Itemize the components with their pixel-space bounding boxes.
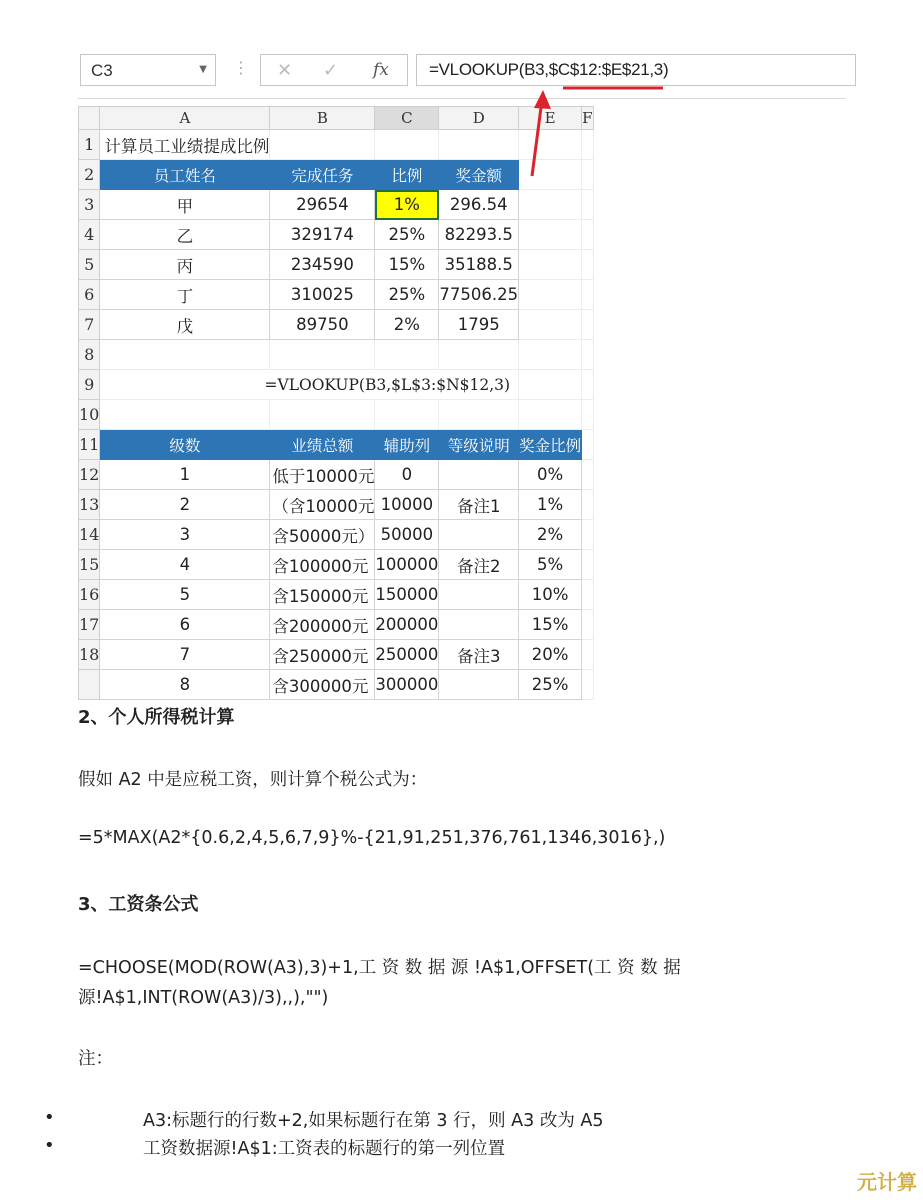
- table-cell[interactable]: 4: [100, 550, 270, 580]
- table-cell[interactable]: 乙: [100, 220, 270, 250]
- table-cell[interactable]: 234590: [270, 250, 375, 280]
- table-cell[interactable]: 310025: [270, 280, 375, 310]
- table-cell[interactable]: 2%: [375, 310, 439, 340]
- table-cell[interactable]: 296.54: [439, 190, 519, 220]
- table-cell-partial[interactable]: 300000: [375, 670, 439, 700]
- sheet-row: [79, 220, 594, 250]
- sheet-row: [79, 490, 594, 520]
- table-header-cell[interactable]: 完成任务: [270, 160, 375, 190]
- note-label: 注：: [78, 1049, 113, 1069]
- table-cell[interactable]: 0: [375, 460, 439, 490]
- cell[interactable]: [582, 370, 593, 400]
- row-header[interactable]: 14: [79, 520, 100, 550]
- row-header[interactable]: 4: [79, 220, 100, 250]
- table-cell[interactable]: 丙: [100, 250, 270, 280]
- sheet-row: [79, 190, 594, 220]
- sheet-row: [79, 400, 594, 430]
- cancel-icon[interactable]: ✕: [277, 60, 293, 81]
- sheet-row: [79, 520, 594, 550]
- cell[interactable]: [582, 520, 593, 550]
- column-header-c[interactable]: C: [375, 107, 439, 130]
- sheet-row: [79, 280, 594, 310]
- bullet-icon: •: [44, 1107, 55, 1128]
- table-cell[interactable]: 15%: [519, 610, 582, 640]
- table-cell[interactable]: 低于10000元: [270, 460, 375, 490]
- table-cell[interactable]: 150000: [375, 580, 439, 610]
- row-header[interactable]: 2: [79, 160, 100, 190]
- table-header-cell[interactable]: 奖金比例: [519, 430, 582, 460]
- sheet-row: [79, 670, 594, 700]
- row-header[interactable]: 3: [79, 190, 100, 220]
- row-header[interactable]: 13: [79, 490, 100, 520]
- table-cell[interactable]: 备注3: [439, 640, 519, 670]
- note-formula-cell[interactable]: =VLOOKUP(B3,$L$3:$N$12,3): [100, 370, 519, 400]
- table-cell[interactable]: 含100000元: [270, 550, 375, 580]
- cell[interactable]: [375, 340, 439, 370]
- bullet-item: A3:标题行的行数+2,如果标题行在第 3 行，则 A3 改为 A5: [143, 1111, 604, 1131]
- formula-payslip-line1: =CHOOSE(MOD(ROW(A3),3)+1,工 资 数 据 源 !A$1,OFFSET(工 资 数 据: [78, 958, 681, 978]
- sheet-row: [79, 130, 594, 160]
- row-header[interactable]: 1: [79, 130, 100, 160]
- cell[interactable]: [582, 340, 593, 370]
- cell[interactable]: [270, 400, 375, 430]
- cell[interactable]: [519, 400, 582, 430]
- table-cell-partial[interactable]: [439, 670, 519, 700]
- cell[interactable]: [100, 400, 270, 430]
- bullet-item: 工资数据源!A$1:工资表的标题行的第一列位置: [143, 1139, 506, 1159]
- table-cell-partial[interactable]: 8: [100, 670, 270, 700]
- table-cell[interactable]: 25%: [375, 280, 439, 310]
- chevron-down-icon[interactable]: ▼: [199, 64, 207, 75]
- row-header[interactable]: 11: [79, 430, 100, 460]
- formula-text: =VLOOKUP(B3,$C$12:$E$21,3): [429, 60, 669, 79]
- table-cell[interactable]: 50000: [375, 520, 439, 550]
- section-heading-payslip: 3、工资条公式: [78, 894, 199, 915]
- sheet-row: [79, 160, 594, 190]
- cell[interactable]: [375, 130, 439, 160]
- table-cell[interactable]: 5: [100, 580, 270, 610]
- row-header[interactable]: 12: [79, 460, 100, 490]
- cell[interactable]: [519, 160, 582, 190]
- cell[interactable]: [582, 190, 593, 220]
- table-cell[interactable]: 25%: [375, 220, 439, 250]
- sheet-row: [79, 640, 594, 670]
- table-cell[interactable]: 89750: [270, 310, 375, 340]
- table-cell[interactable]: [439, 460, 519, 490]
- sheet-grid: [78, 106, 594, 700]
- cell[interactable]: [582, 220, 593, 250]
- cell[interactable]: [270, 130, 375, 160]
- paragraph-tax: 假如 A2 中是应税工资，则计算个税公式为：: [78, 770, 428, 790]
- row-header[interactable]: 8: [79, 340, 100, 370]
- column-header-f[interactable]: F: [582, 107, 593, 130]
- cell[interactable]: [582, 460, 593, 490]
- table-cell[interactable]: 329174: [270, 220, 375, 250]
- cell[interactable]: [582, 580, 593, 610]
- formula-payslip-line2: 源!A$1,INT(ROW(A3)/3),,),""): [78, 988, 329, 1008]
- table-cell[interactable]: 备注2: [439, 550, 519, 580]
- table-header-cell[interactable]: 级数: [100, 430, 270, 460]
- cell[interactable]: [270, 340, 375, 370]
- sheet-row: [79, 370, 594, 400]
- table-cell[interactable]: 备注1: [439, 490, 519, 520]
- cell[interactable]: [519, 250, 582, 280]
- table-cell[interactable]: 含150000元: [270, 580, 375, 610]
- table-header-cell[interactable]: 等级说明: [439, 430, 519, 460]
- row-header[interactable]: 15: [79, 550, 100, 580]
- table-cell[interactable]: 7: [100, 640, 270, 670]
- bullet-icon: •: [44, 1135, 55, 1156]
- row-header[interactable]: 5: [79, 250, 100, 280]
- table-cell[interactable]: [439, 580, 519, 610]
- table-cell[interactable]: 20%: [519, 640, 582, 670]
- cell[interactable]: [519, 130, 582, 160]
- name-box-value: C3: [91, 61, 113, 80]
- function-icon[interactable]: fx: [373, 60, 389, 80]
- table-cell[interactable]: 15%: [375, 250, 439, 280]
- table-cell[interactable]: 丁: [100, 280, 270, 310]
- cell[interactable]: [519, 220, 582, 250]
- cell[interactable]: [582, 550, 593, 580]
- table-cell[interactable]: 含250000元: [270, 640, 375, 670]
- sheet-row: [79, 610, 594, 640]
- table-cell[interactable]: 戊: [100, 310, 270, 340]
- table-cell[interactable]: 甲: [100, 190, 270, 220]
- name-box[interactable]: [80, 54, 216, 86]
- cell[interactable]: [375, 400, 439, 430]
- column-header-b[interactable]: B: [270, 107, 375, 130]
- cell[interactable]: [100, 340, 270, 370]
- formula-controls: [260, 54, 408, 86]
- spreadsheet-screenshot: [78, 44, 846, 696]
- column-header-d[interactable]: D: [439, 107, 519, 130]
- formula-tax: =5*MAX(A2*{0.6,2,4,5,6,7,9}%-{21,91,251,376,761,1346,3016},): [78, 828, 666, 848]
- cell[interactable]: [582, 490, 593, 520]
- sheet-row: [79, 580, 594, 610]
- table-cell[interactable]: 35188.5: [439, 250, 519, 280]
- table-cell[interactable]: 1: [100, 460, 270, 490]
- table-cell-partial[interactable]: 含300000元: [270, 670, 375, 700]
- table-cell[interactable]: 3: [100, 520, 270, 550]
- table-cell[interactable]: 6: [100, 610, 270, 640]
- table-header-cell[interactable]: 业绩总额: [270, 430, 375, 460]
- cell[interactable]: [519, 190, 582, 220]
- row-header[interactable]: 9: [79, 370, 100, 400]
- row-header[interactable]: 17: [79, 610, 100, 640]
- table-header-cell[interactable]: 比例: [375, 160, 439, 190]
- table-cell-partial[interactable]: 25%: [519, 670, 582, 700]
- sheet-row: [79, 250, 594, 280]
- table-cell[interactable]: 77506.25: [439, 280, 519, 310]
- table-cell[interactable]: [439, 610, 519, 640]
- watermark-logo: 元计算: [857, 1170, 917, 1194]
- cell[interactable]: [519, 340, 582, 370]
- sheet-row: [79, 550, 594, 580]
- table-cell[interactable]: （含10000元: [270, 490, 375, 520]
- cell[interactable]: [519, 370, 582, 400]
- cell[interactable]: [582, 400, 593, 430]
- table-cell[interactable]: 100000: [375, 550, 439, 580]
- cell[interactable]: [582, 640, 593, 670]
- table-cell[interactable]: 250000: [375, 640, 439, 670]
- table-header-cell[interactable]: 奖金额: [439, 160, 519, 190]
- table-cell[interactable]: 1795: [439, 310, 519, 340]
- row-header[interactable]: 10: [79, 400, 100, 430]
- sheet-row: [79, 460, 594, 490]
- sheet-title-cell[interactable]: 计算员工业绩提成比例: [100, 130, 270, 160]
- cell[interactable]: [582, 610, 593, 640]
- section-heading-tax: 2、个人所得税计算: [78, 707, 235, 728]
- cell[interactable]: [582, 430, 593, 460]
- table-cell[interactable]: 1%: [519, 490, 582, 520]
- sheet-row: [79, 430, 594, 460]
- table-header-cell[interactable]: 辅助列: [375, 430, 439, 460]
- table-cell[interactable]: 2: [100, 490, 270, 520]
- cell[interactable]: [519, 310, 582, 340]
- cell[interactable]: [439, 400, 519, 430]
- column-header-e[interactable]: E: [519, 107, 582, 130]
- cell[interactable]: [519, 280, 582, 310]
- cell[interactable]: [582, 250, 593, 280]
- row-header[interactable]: 16: [79, 580, 100, 610]
- column-header-a[interactable]: A: [100, 107, 270, 130]
- table-cell[interactable]: 2%: [519, 520, 582, 550]
- select-all-corner[interactable]: [79, 107, 100, 130]
- sheet-row: [79, 340, 594, 370]
- cell[interactable]: [582, 160, 593, 190]
- cell[interactable]: [439, 130, 519, 160]
- cell[interactable]: [582, 280, 593, 310]
- row-header[interactable]: [79, 670, 100, 700]
- table-cell[interactable]: 10%: [519, 580, 582, 610]
- row-header[interactable]: 6: [79, 280, 100, 310]
- drag-handle-icon: ⋮: [233, 58, 249, 77]
- table-cell[interactable]: 5%: [519, 550, 582, 580]
- table-cell[interactable]: 含200000元: [270, 610, 375, 640]
- table-cell[interactable]: [439, 520, 519, 550]
- formula-bar: [78, 44, 846, 99]
- sheet-row: [79, 310, 594, 340]
- row-header[interactable]: 7: [79, 310, 100, 340]
- row-header[interactable]: 18: [79, 640, 100, 670]
- cell[interactable]: [439, 340, 519, 370]
- table-cell[interactable]: 0%: [519, 460, 582, 490]
- table-cell[interactable]: 10000: [375, 490, 439, 520]
- formula-input[interactable]: [416, 54, 856, 86]
- cell[interactable]: [582, 310, 593, 340]
- table-cell[interactable]: 含50000元）: [270, 520, 375, 550]
- selected-cell[interactable]: 1%: [375, 190, 439, 220]
- table-cell[interactable]: 82293.5: [439, 220, 519, 250]
- table-header-cell[interactable]: 员工姓名: [100, 160, 270, 190]
- cell[interactable]: [582, 130, 593, 160]
- sheet-row: [79, 107, 594, 130]
- cell[interactable]: [582, 670, 593, 700]
- table-cell[interactable]: 200000: [375, 610, 439, 640]
- confirm-icon[interactable]: ✓: [323, 60, 339, 81]
- table-cell[interactable]: 29654: [270, 190, 375, 220]
